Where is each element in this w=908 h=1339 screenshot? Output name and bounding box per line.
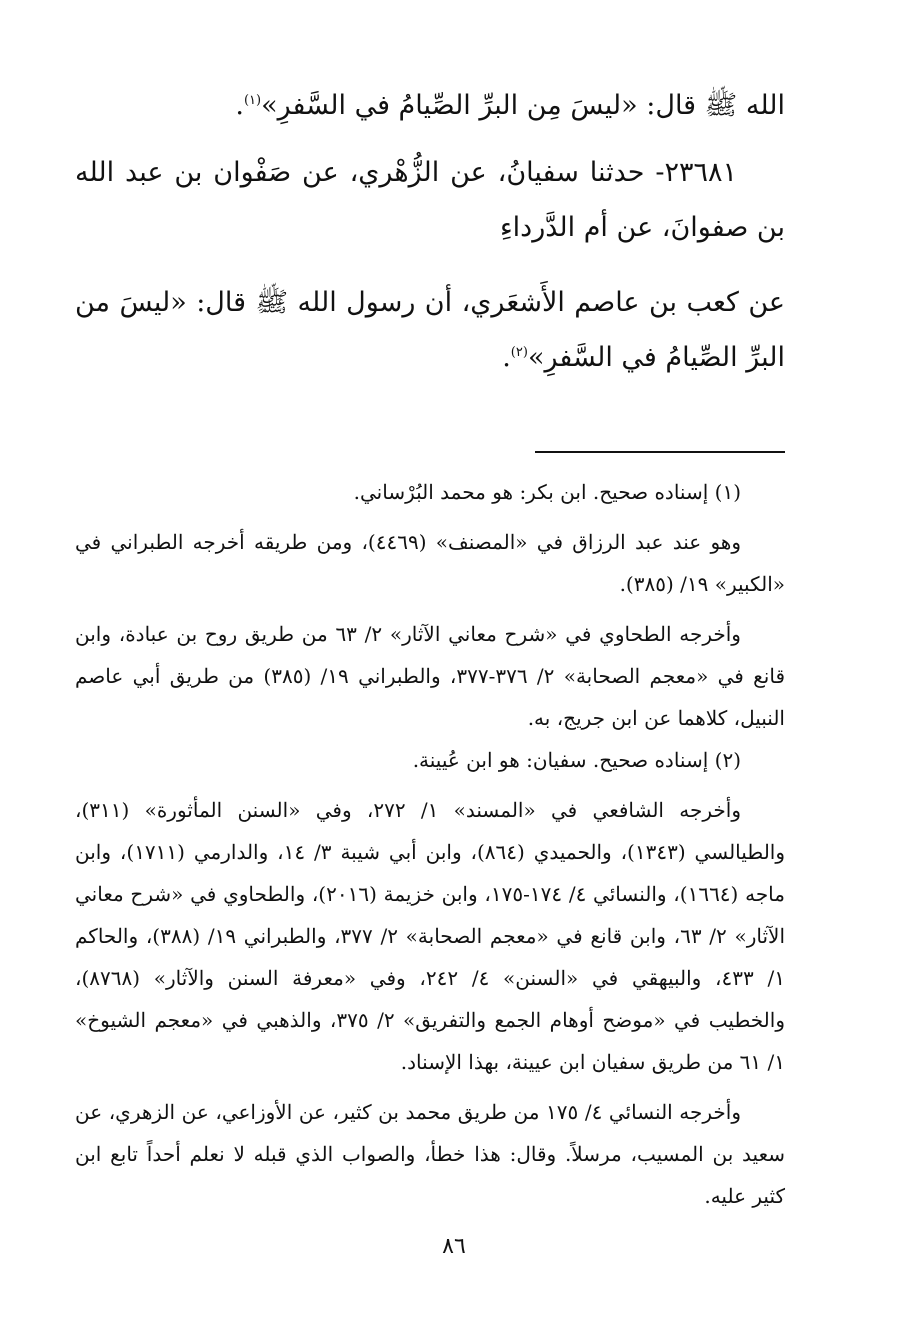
footnote-ref-2: (٢) <box>510 345 528 360</box>
footnote-1: (١) إسناده صحيح. ابن بكر: هو محمد البُرْساني. <box>353 480 741 504</box>
footnote-2: (٢) إسناده صحيح. سفيان: هو ابن عُيينة. <box>412 748 741 772</box>
footnote-1-para-2: وهو عند عبد الرزاق في «المصنف» (٤٤٦٩)، ومن طريقه أخرجه الطبراني في «الكبير» ١٩/ (٣٨٥). <box>75 530 785 596</box>
footnote-2-para-2: وأخرجه الشافعي في «المسند» ١/ ٢٧٢، وفي «السنن المأثورة» (٣١١)، والطيالسي (١٣٤٣)، والحميدي (٨٦٤)، وابن أبي شيبة ٣/ ١٤، والدارمي (١٧١١)، وابن ماجه (١٦٦٤)، والنسائي ٤/ ١٧٤-١٧٥، وابن خزيمة (٢٠١٦)، والطحاوي في «شرح معاني الآثار» ٢/ ٦٣، وابن قانع في «معجم الصحابة» ٢/ ٣٧٧، والطبراني ١٩/ (٣٨٨)، والحاكم ١/ ٤٣٣، والبيهقي في «السنن» ٤/ ٢٤٢، وفي «معرفة السنن والآثار» (٨٧٦٨)، والخطيب في «موضح أوهام الجمع والتفريق» ٢/ ٣٧٥، والذهبي في «معجم الشيوخ» ١/ ٦١ من طريق سفيان ابن عيينة، بهذا الإسناد. <box>75 798 786 1074</box>
main-line-continuation <box>75 78 785 133</box>
hadith-matn <box>75 275 785 385</box>
footnote-1-para-3: وأخرجه الطحاوي في «شرح معاني الآثار» ٢/ ٦٣ من طريق روح بن عبادة، وابن قانع في «معجم الصحابة» ٢/ ٣٧٦-٣٧٧، والطبراني ١٩/ (٣٨٥) من طريق أبي عاصم النبيل، كلاهما عن ابن جريج، به. <box>75 622 786 730</box>
main-text <box>75 78 785 385</box>
hadith-matn-text: عن كعب بن عاصم الأَشعَري، أن رسول الله ﷺ قال: «ليسَ من البرِّ الصِّيامُ في السَّفرِ» <box>75 287 785 373</box>
footnote-ref-1: (١) <box>243 93 262 108</box>
main-line1-text: الله ﷺ قال: «ليسَ مِن البرِّ الصِّيامُ في السَّفرِ» <box>261 90 785 121</box>
footnote-divider <box>535 451 785 453</box>
footnote-2-para-3: وأخرجه النسائي ٤/ ١٧٥ من طريق محمد بن كثير، عن الأوزاعي، عن الزهري، عن سعيد بن المسيب، مرسلاً. وقال: هذا خطأ، والصواب الذي قبله لا نعلم أحداً تابع ابن كثير عليه. <box>75 1100 785 1208</box>
main-line1-end: . <box>235 90 244 121</box>
hadith-matn-end: . <box>502 342 511 373</box>
hadith-isnad: ٢٣٦٨١- حدثنا سفيانُ، عن الزُّهْري، عن صَفْوان بن عبد الله بن صفوانَ، عن أم الدَّرداءِ <box>75 157 785 243</box>
page-content <box>75 78 785 1217</box>
page-number: ٨٦ <box>442 1234 466 1259</box>
footnotes <box>75 471 785 1217</box>
